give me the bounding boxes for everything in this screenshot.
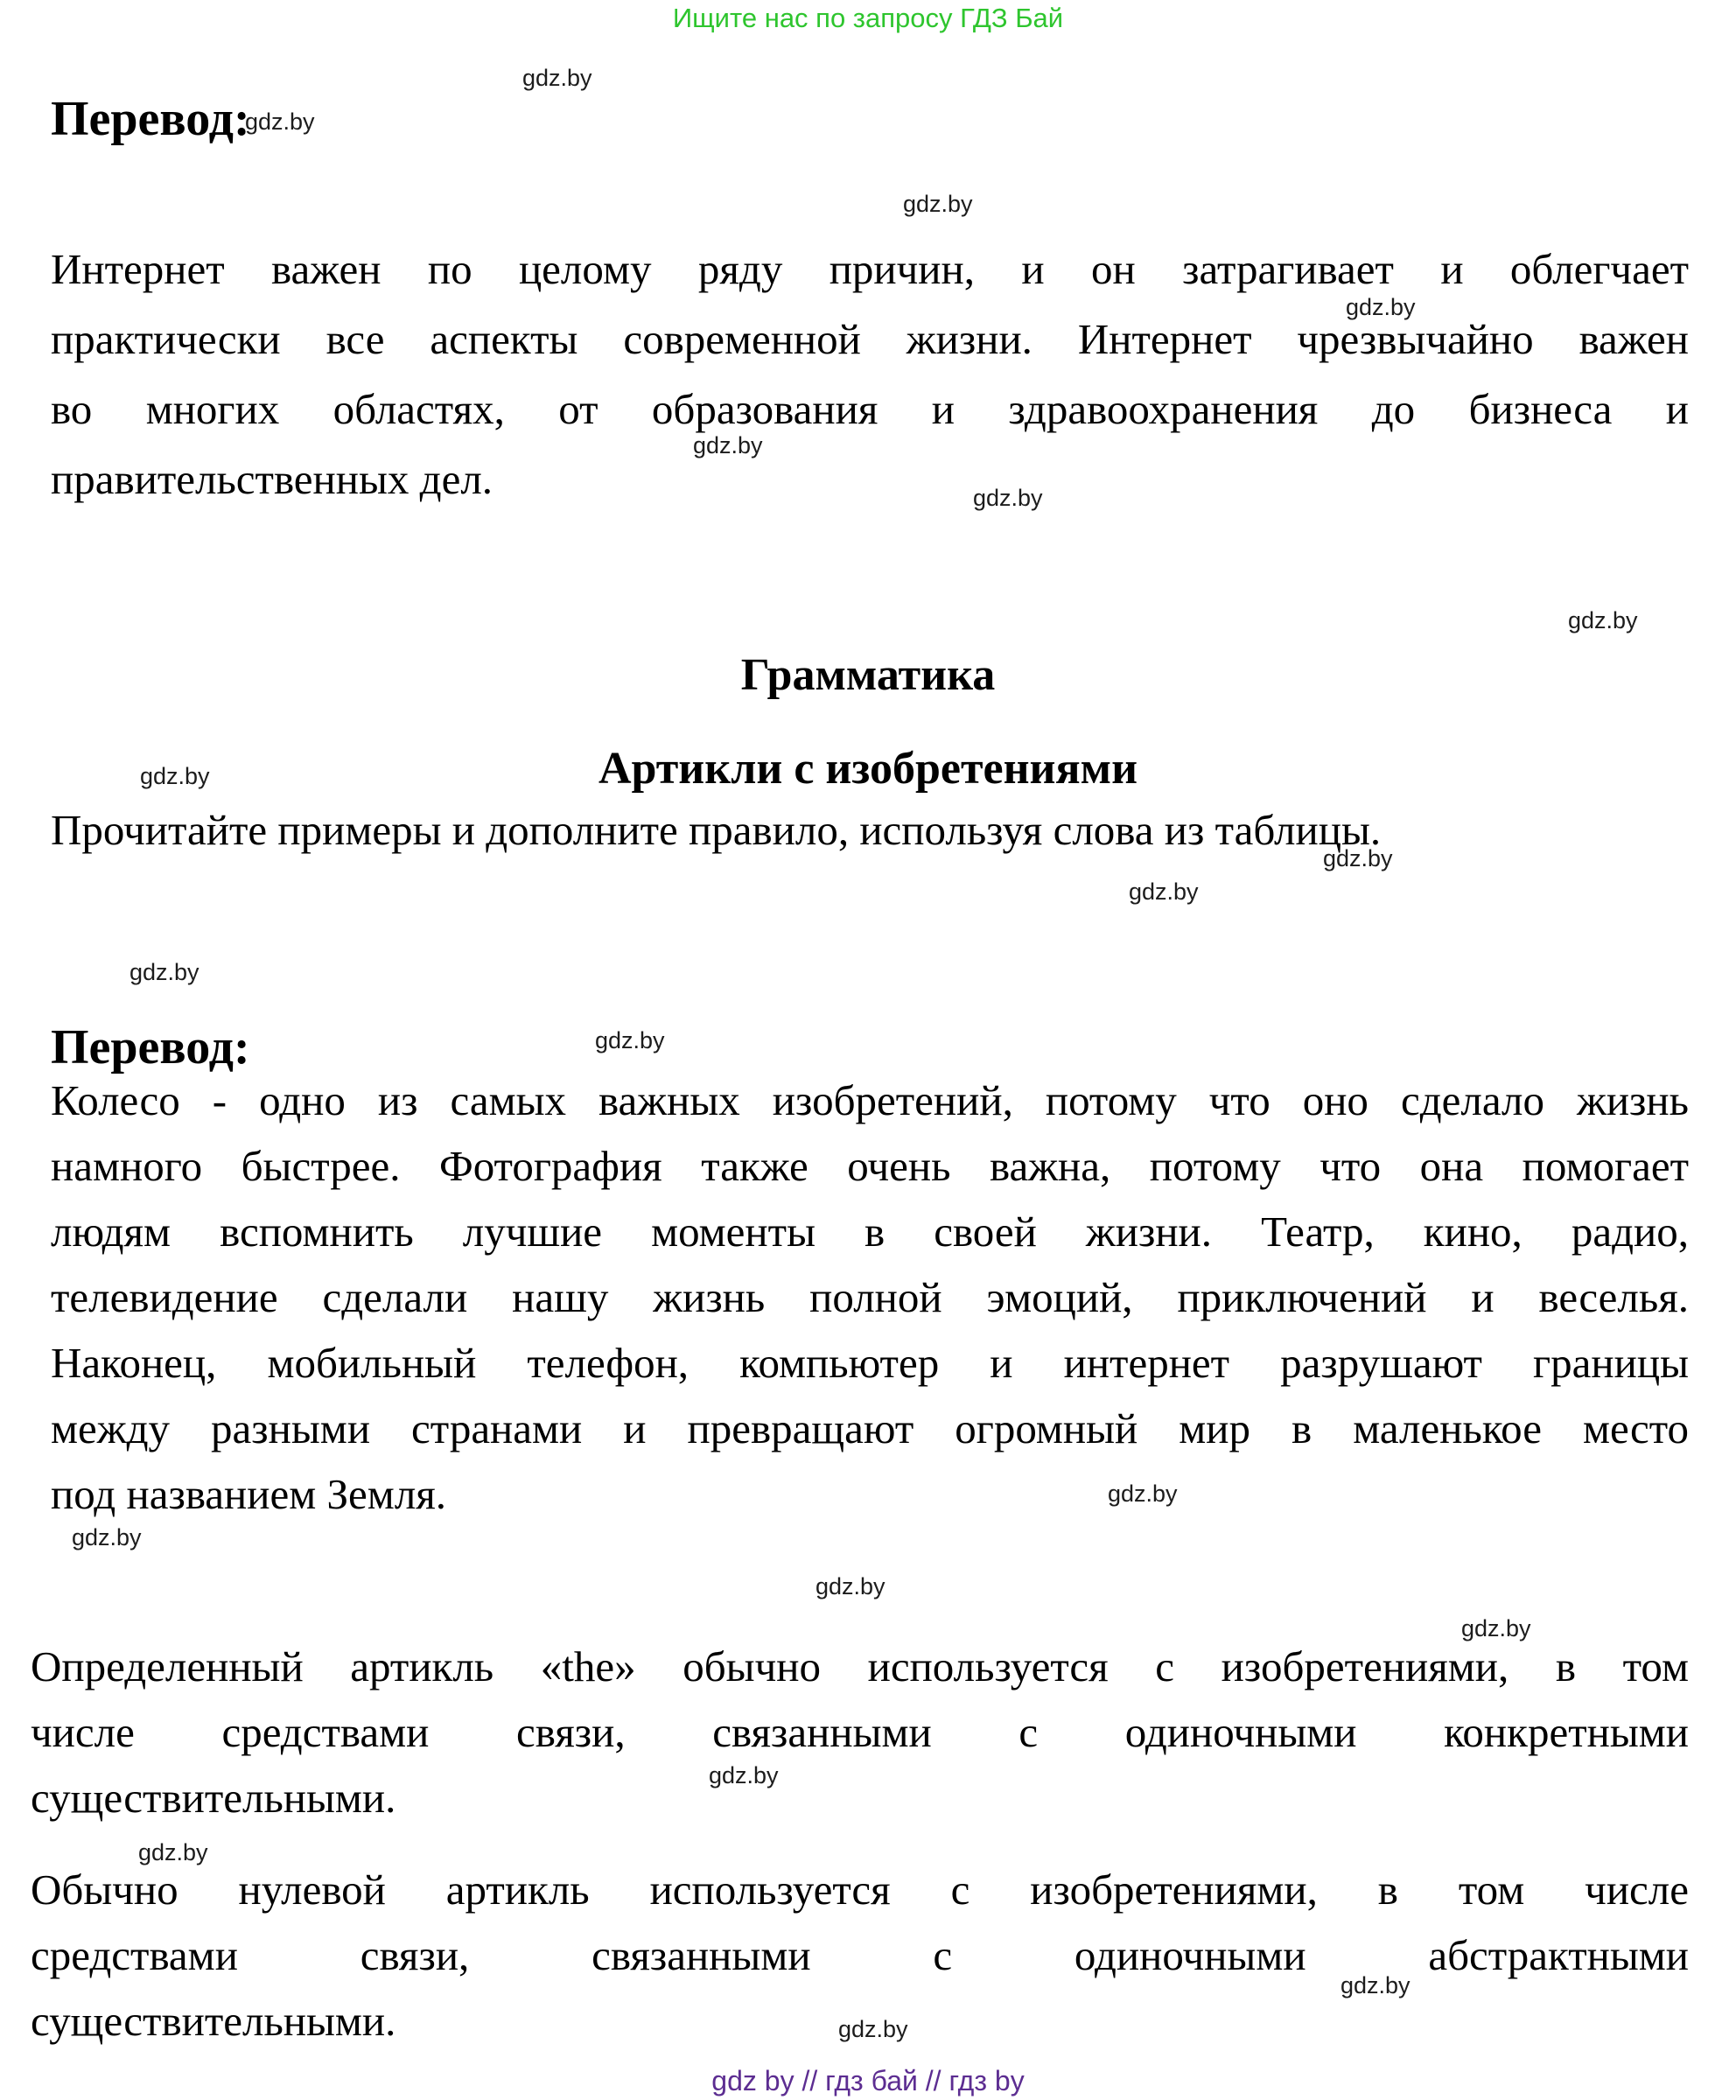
text-line: существительными. bbox=[31, 1997, 396, 2045]
gdz-watermark: gdz.by bbox=[130, 959, 200, 985]
gdz-watermark: gdz.by bbox=[973, 485, 1043, 511]
gdz-watermark: gdz.by bbox=[816, 1573, 886, 1600]
text-line: Прочитайте примеры и дополните правило, используя слова из таблицы. bbox=[51, 806, 1382, 854]
text-line: Наконец, мобильный телефон, компьютер и интернет разрушают границы bbox=[51, 1339, 1689, 1387]
grammar-section-heading: Грамматика bbox=[740, 650, 996, 701]
text-line: во многих областях, от образования и здравоохранения до бизнеса и bbox=[51, 385, 1689, 433]
gdz-watermark: gdz.by bbox=[1346, 294, 1416, 320]
text-line: Колесо - одно из самых важных изобретений, потому что оно сделало жизнь bbox=[51, 1076, 1689, 1124]
gdz-watermark: gdz.by bbox=[709, 1762, 779, 1788]
footer-watermark-links: gdz by // гдз бай // гдз by bbox=[711, 2065, 1025, 2096]
text-line: правительственных дел. bbox=[51, 455, 494, 503]
gdz-watermark: gdz.by bbox=[1129, 878, 1199, 905]
gdz-watermark: gdz.by bbox=[138, 1839, 208, 1866]
text-line: числе средствами связи, связанными с одиночными конкретными bbox=[31, 1708, 1689, 1756]
gdz-watermark: gdz.by bbox=[140, 763, 210, 789]
gdz-watermark: gdz.by bbox=[903, 191, 973, 217]
gdz-watermark: gdz.by bbox=[72, 1524, 142, 1550]
gdz-watermark: gdz.by bbox=[838, 2016, 908, 2042]
paragraph-internet-translation bbox=[51, 234, 1689, 514]
gdz-watermark: gdz.by bbox=[1340, 1972, 1410, 1998]
text-line: людям вспомнить лучшие моменты в своей жизни. Театр, кино, радио, bbox=[51, 1208, 1689, 1256]
gdz-watermark: gdz.by bbox=[1568, 607, 1638, 634]
site-promo-banner: Ищите нас по запросу ГДЗ Бай bbox=[672, 3, 1064, 33]
text-line: между разными странами и превращают огромный мир в маленькое место bbox=[51, 1404, 1689, 1452]
paragraph-inventions-translation bbox=[51, 1068, 1689, 1527]
text-line: под названием Земля. bbox=[51, 1470, 447, 1518]
text-line: Определенный артикль «the» обычно используется с изобретениями, в том bbox=[31, 1642, 1689, 1690]
text-line: телевидение сделали нашу жизнь полной эмоций, приключений и веселья. bbox=[51, 1273, 1689, 1321]
text-line: Обычно нулевой артикль используется с изобретениями, в том числе bbox=[31, 1866, 1689, 1914]
task-instruction bbox=[51, 797, 1689, 863]
gdz-watermark: gdz.by bbox=[245, 108, 315, 135]
gdz-watermark: gdz.by bbox=[1323, 845, 1393, 872]
text-line: Интернет важен по целому ряду причин, и он затрагивает и облегчает bbox=[51, 245, 1689, 293]
text-line: намного быстрее. Фотография также очень важна, потому что она помогает bbox=[51, 1142, 1689, 1190]
gdz-watermark: gdz.by bbox=[693, 432, 763, 458]
gdz-watermark: gdz.by bbox=[595, 1027, 665, 1054]
paragraph-definite-article-rule bbox=[31, 1634, 1689, 1830]
articles-with-inventions-heading: Артикли с изобретениями bbox=[598, 744, 1138, 794]
gdz-watermark: gdz.by bbox=[1461, 1615, 1531, 1642]
text-line: практически все аспекты современной жизни. Интернет чрезвычайно важен bbox=[51, 315, 1689, 363]
text-line: средствами связи, связанными с одиночными абстрактными bbox=[31, 1931, 1689, 1979]
text-line: существительными. bbox=[31, 1774, 396, 1822]
translation-heading-1: Перевод: bbox=[51, 92, 250, 147]
translation-heading-2: Перевод: bbox=[51, 1020, 250, 1075]
gdz-watermark: gdz.by bbox=[1108, 1480, 1178, 1507]
gdz-watermark: gdz.by bbox=[522, 65, 592, 91]
